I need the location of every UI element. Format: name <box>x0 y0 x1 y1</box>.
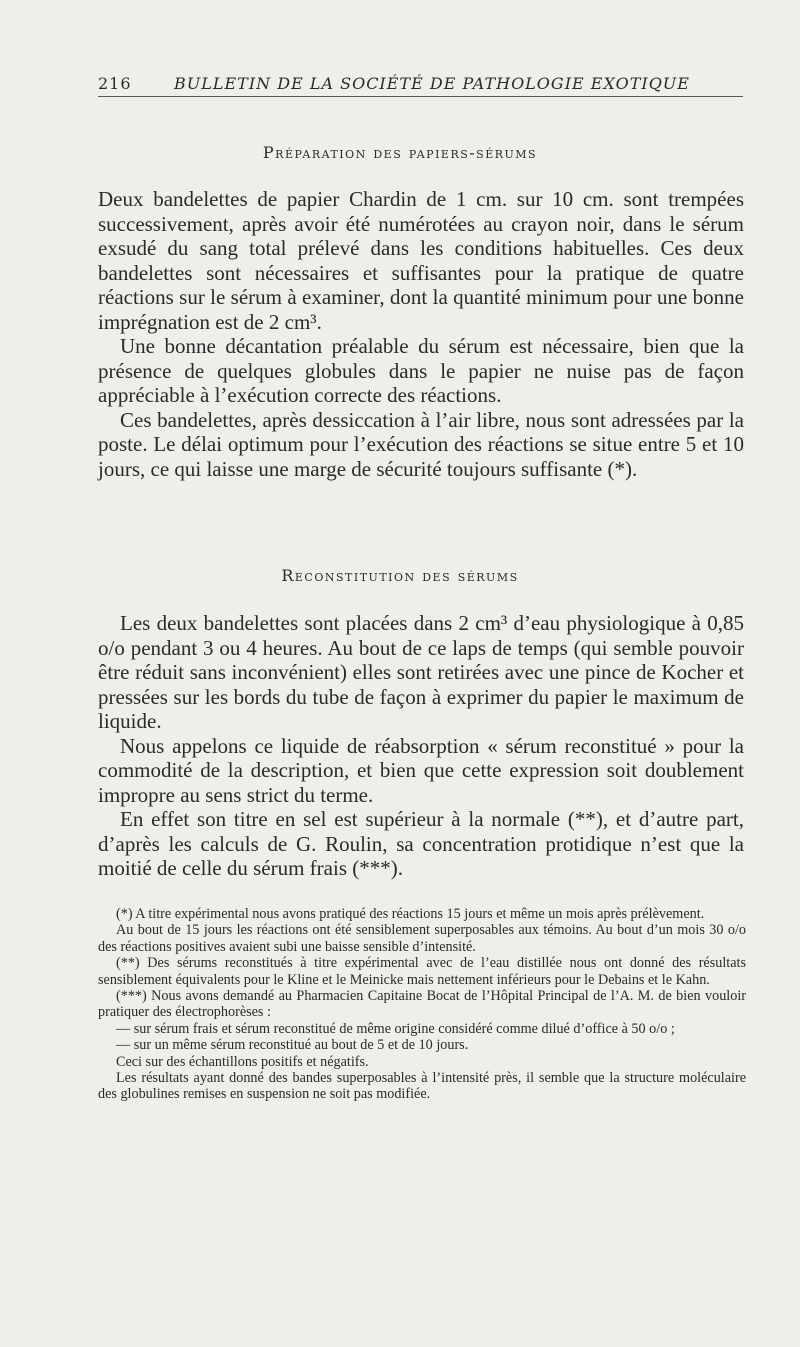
paragraph: Ces bandelettes, après dessiccation à l’air libre, nous sont adressées par la poste. Le délai optimum pour l’exécution des réactions se situe entre 5 et 10 jours, ce qui laisse une marge de sécurité toujours suffisante (*). <box>98 407 744 481</box>
footnote: — sur sérum frais et sérum reconstitué de même origine considéré comme dilué d’office à 50 o/o ; <box>116 1020 675 1037</box>
paragraph: Deux bandelettes de papier Chardin de 1 cm. sur 10 cm. sont trempées successivement, après avoir été numérotées au crayon noir, dans le sérum exsudé du sang total prélevé dans les conditions habituelles. Ces deux bandelettes sont nécessaires et suffisantes pour la pratique de quatre réactions sur le sérum à examiner, dont la quantité minimum pour une bonne imprégnation est de 2 cm³. <box>98 187 744 334</box>
footnote: (**) Des sérums reconstitués à titre expérimental avec de l’eau distillée nous ont donné des résultats sensiblement équivalents pour le Kline et le Meinicke mais nettement inférieurs pour le Debains et le Kahn. <box>98 955 746 988</box>
paragraph: Une bonne décantation préalable du sérum est nécessaire, bien que la présence de quelques globules dans le papier ne nuise pas de façon appréciable à l’exécution correcte des réactions. <box>98 334 744 407</box>
section-title-reconstitution: Reconstitution des sérums <box>281 566 519 585</box>
section-reconstitution-body <box>98 611 744 881</box>
footnote: (***) Nous avons demandé au Pharmacien Capitaine Bocat de l’Hôpital Principal de l’A. M. de bien vouloir pratiquer des électrophorèses : <box>98 988 746 1021</box>
footnote: — sur un même sérum reconstitué au bout de 5 et de 10 jours. <box>116 1037 469 1054</box>
section-preparation-body <box>98 187 744 481</box>
paragraph: Nous appelons ce liquide de réabsorption « sérum reconstitué » pour la commodité de la description, et bien que cette expression soit doublement impropre au sens strict du terme. <box>98 733 744 807</box>
footnote: (*) A titre expérimental nous avons pratiqué des réactions 15 jours et même un mois après prélèvement. <box>116 906 705 922</box>
running-header <box>98 74 743 97</box>
footnote: Au bout de 15 jours les réactions ont été sensiblement superposables aux témoins. Au bout d’un mois 30 o/o des réactions positives avaient subi une baisse sensible d’intensité. <box>98 922 746 955</box>
footnote: Les résultats ayant donné des bandes superposables à l’intensité près, il semble que la structure moléculaire des globulines remises en suspension ne soit pas modifiée. <box>98 1070 746 1103</box>
journal-title: BULLETIN DE LA SOCIÉTÉ DE PATHOLOGIE EXOTIQUE <box>174 74 690 93</box>
section-title-preparation: Préparation des papiers-sérums <box>262 143 538 162</box>
footnotes <box>98 906 746 1103</box>
paragraph: Les deux bandelettes sont placées dans 2 cm³ d’eau physiologique à 0,85 o/o pendant 3 ou 4 heures. Au bout de ce laps de temps (qui semble pouvoir être réduit sans inconvénient) elles sont retirées avec une pince de Kocher et pressées sur les bords du tube de façon à exprimer du papier le maximum de liquide. <box>98 611 744 733</box>
footnote: Ceci sur des échantillons positifs et négatifs. <box>116 1053 369 1070</box>
page-number: 216 <box>98 74 132 93</box>
paragraph: En effet son titre en sel est supérieur à la normale (**), et d’autre part, d’après les calculs de G. Roulin, sa concentration protidique n’est que la moitié de celle du sérum frais (***). <box>98 807 744 880</box>
